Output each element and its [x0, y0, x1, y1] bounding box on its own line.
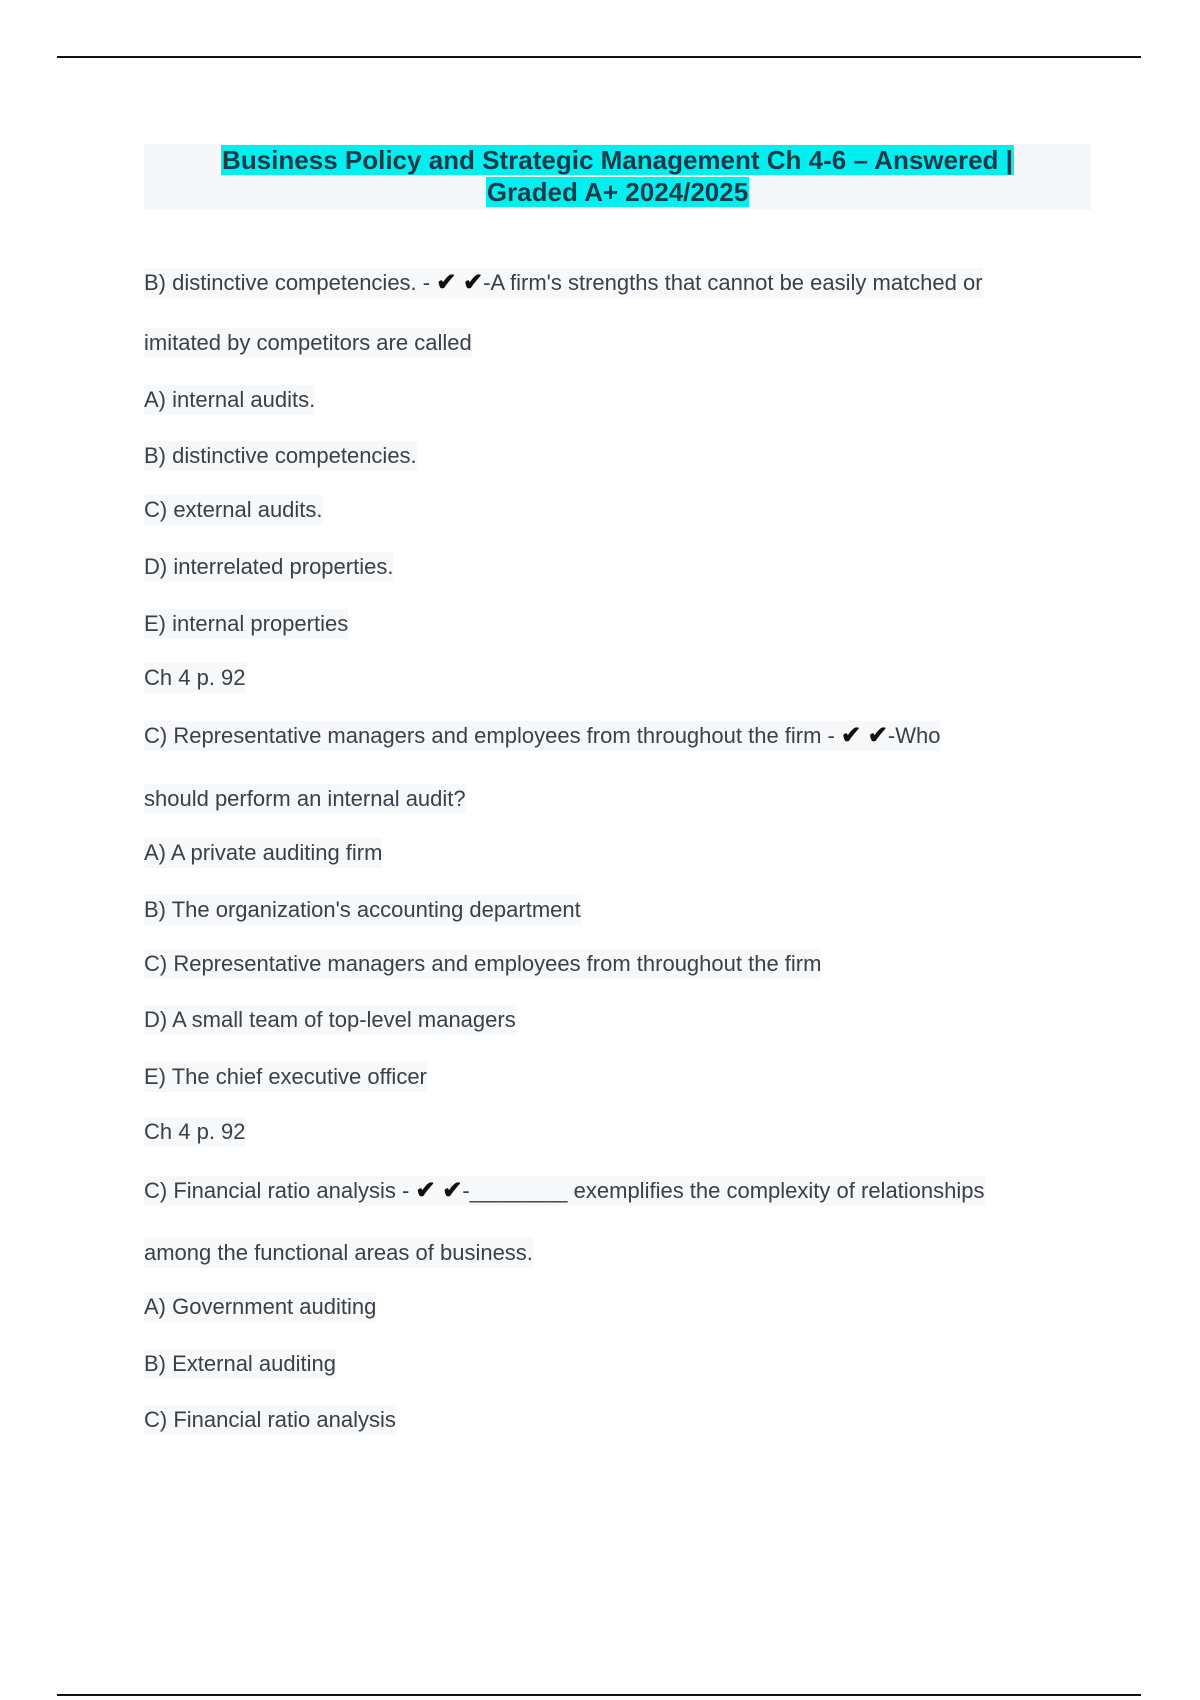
- answer-text: C) Financial ratio analysis -: [144, 1178, 416, 1203]
- footer-rule: [57, 1694, 1141, 1696]
- text-line: Ch 4 p. 92: [144, 1117, 246, 1147]
- text-line: imitated by competitors are called: [144, 328, 472, 358]
- question-text: -A firm's strengths that cannot be easily matched or: [483, 270, 983, 295]
- text-line: among the functional areas of business.: [144, 1238, 533, 1268]
- text-line: Ch 4 p. 92: [144, 663, 246, 693]
- header-rule: [57, 56, 1141, 58]
- text-line: should perform an internal audit?: [144, 784, 466, 814]
- question-answer-line: [144, 721, 940, 751]
- text-line: B) External auditing: [144, 1349, 336, 1379]
- question-answer-line: [144, 1176, 985, 1206]
- check-icon: ✔ ✔: [436, 269, 484, 296]
- text-line: D) interrelated properties.: [144, 552, 393, 582]
- answer-text: C) Representative managers and employees from throughout the firm -: [144, 723, 841, 748]
- check-icon: ✔ ✔: [415, 1177, 463, 1204]
- text-line: A) A private auditing firm: [144, 838, 382, 868]
- text-line: C) Financial ratio analysis: [144, 1405, 396, 1435]
- text-line: E) internal properties: [144, 609, 348, 639]
- answer-text: B) distinctive competencies. -: [144, 270, 437, 295]
- text-line: A) internal audits.: [144, 385, 315, 415]
- check-icon: ✔ ✔: [841, 722, 888, 749]
- text-line: B) The organization's accounting department: [144, 895, 581, 925]
- title-line-1: Business Policy and Strategic Management Ch 4-6 – Answered |: [222, 145, 1013, 175]
- text-line: B) distinctive competencies.: [144, 441, 417, 471]
- text-line: E) The chief executive officer: [144, 1062, 427, 1092]
- title-line-2: Graded A+ 2024/2025: [486, 177, 749, 207]
- document-title: [144, 144, 1091, 210]
- text-line: C) external audits.: [144, 495, 323, 525]
- text-line: A) Government auditing: [144, 1292, 376, 1322]
- text-line: D) A small team of top-level managers: [144, 1005, 516, 1035]
- question-text: -________ exemplifies the complexity of relationships: [462, 1178, 985, 1203]
- question-text: -Who: [887, 723, 941, 748]
- text-line: C) Representative managers and employees from throughout the firm: [144, 949, 821, 979]
- question-answer-line: [144, 268, 983, 298]
